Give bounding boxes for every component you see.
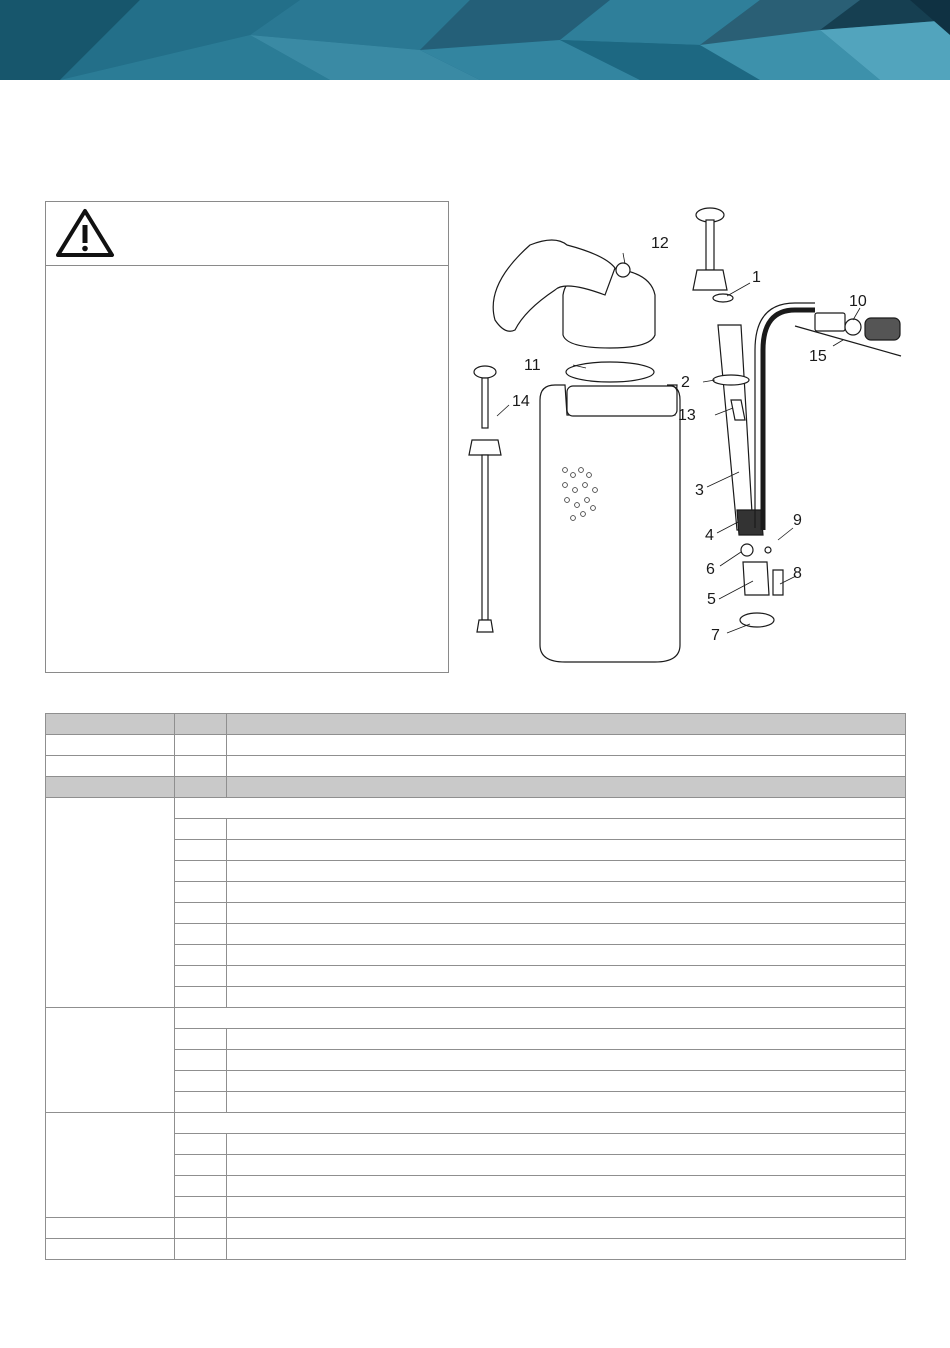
table-cell bbox=[227, 987, 906, 1008]
table-row bbox=[46, 1113, 906, 1134]
fitting-8 bbox=[773, 570, 783, 595]
table-row bbox=[46, 1239, 906, 1260]
plunger-nut-14 bbox=[469, 440, 501, 455]
callout-3: 3 bbox=[695, 482, 704, 499]
table-row bbox=[46, 1050, 906, 1071]
table-cell bbox=[227, 756, 906, 777]
table-cell bbox=[227, 735, 906, 756]
table-cell bbox=[175, 1071, 227, 1092]
table-row bbox=[46, 819, 906, 840]
table-cell bbox=[175, 798, 906, 819]
parts-table bbox=[45, 713, 906, 1260]
table-cell bbox=[175, 1134, 227, 1155]
table-cell bbox=[175, 1239, 227, 1260]
exploded-parts-diagram bbox=[455, 200, 915, 670]
washer-10 bbox=[845, 319, 861, 335]
table-cell bbox=[227, 1029, 906, 1050]
callout-6: 6 bbox=[706, 561, 715, 578]
table-cell bbox=[46, 1239, 175, 1260]
table-cell bbox=[175, 840, 227, 861]
table-cell bbox=[227, 1218, 906, 1239]
dip-tube-14 bbox=[482, 455, 488, 620]
hose bbox=[763, 310, 815, 530]
callout-1: 1 bbox=[752, 269, 761, 286]
table-cell bbox=[227, 945, 906, 966]
table-row bbox=[46, 945, 906, 966]
table-cell bbox=[175, 1197, 227, 1218]
table-cell bbox=[175, 882, 227, 903]
table-row bbox=[46, 1092, 906, 1113]
table-row bbox=[46, 987, 906, 1008]
warning-box bbox=[45, 201, 449, 673]
table-cell bbox=[46, 714, 175, 735]
o-ring bbox=[566, 362, 654, 382]
table-cell bbox=[175, 756, 227, 777]
base-nut-7 bbox=[740, 613, 774, 627]
callout-13: 13 bbox=[678, 407, 696, 424]
table-cell bbox=[175, 924, 227, 945]
bottle-body bbox=[540, 385, 680, 662]
table-row bbox=[46, 861, 906, 882]
callout-5: 5 bbox=[707, 591, 716, 608]
table-cell bbox=[175, 1113, 906, 1134]
table-cell bbox=[227, 1050, 906, 1071]
table-row bbox=[46, 903, 906, 924]
table-cell bbox=[175, 819, 227, 840]
nozzle-head bbox=[865, 318, 900, 340]
callout-8: 8 bbox=[793, 565, 802, 582]
plunger-knob-14 bbox=[474, 366, 496, 378]
table-cell bbox=[227, 882, 906, 903]
table-cell bbox=[175, 1176, 227, 1197]
table-cell bbox=[46, 756, 175, 777]
table-row bbox=[46, 1008, 906, 1029]
table-row bbox=[46, 1218, 906, 1239]
washer-1 bbox=[713, 294, 733, 302]
table-row bbox=[46, 882, 906, 903]
table-row bbox=[46, 1197, 906, 1218]
table-row bbox=[46, 756, 906, 777]
table-cell bbox=[46, 777, 175, 798]
table-row bbox=[46, 840, 906, 861]
header-banner bbox=[0, 0, 950, 80]
table-cell bbox=[175, 714, 227, 735]
cap-valve bbox=[616, 263, 630, 277]
table-cell bbox=[175, 1050, 227, 1071]
table-cell bbox=[227, 903, 906, 924]
o-ring-9 bbox=[765, 547, 771, 553]
nozzle-coupling bbox=[815, 313, 845, 331]
table-row bbox=[46, 1155, 906, 1176]
warning-header bbox=[46, 202, 448, 266]
banner-pattern bbox=[0, 0, 950, 80]
table-cell bbox=[175, 903, 227, 924]
table-cell bbox=[227, 777, 906, 798]
plunger-rod bbox=[706, 220, 714, 270]
table-row bbox=[46, 1029, 906, 1050]
pump-cylinder bbox=[718, 325, 753, 530]
table-cell bbox=[175, 1029, 227, 1050]
table-row bbox=[46, 966, 906, 987]
callout-4: 4 bbox=[705, 527, 714, 544]
callout-2: 2 bbox=[681, 374, 690, 391]
callout-11: 11 bbox=[524, 357, 541, 374]
table-cell bbox=[46, 1008, 175, 1113]
table-row bbox=[46, 735, 906, 756]
table-row bbox=[46, 798, 906, 819]
table-cell bbox=[175, 777, 227, 798]
table-cell bbox=[227, 1092, 906, 1113]
callout-12: 12 bbox=[651, 235, 669, 252]
table-cell bbox=[46, 1218, 175, 1239]
table-cell bbox=[175, 1008, 906, 1029]
table-cell bbox=[175, 735, 227, 756]
table-cell bbox=[46, 1113, 175, 1218]
valve-body-5 bbox=[743, 562, 769, 595]
table-cell bbox=[227, 714, 906, 735]
table-row bbox=[46, 1176, 906, 1197]
table-row bbox=[46, 1071, 906, 1092]
table-cell bbox=[227, 924, 906, 945]
tube-tip-14 bbox=[477, 620, 493, 632]
callout-9: 9 bbox=[793, 512, 802, 529]
table-header-row bbox=[46, 777, 906, 798]
table-cell bbox=[175, 1218, 227, 1239]
callout-10: 10 bbox=[849, 293, 867, 310]
warning-triangle-icon bbox=[54, 207, 116, 259]
callout-14: 14 bbox=[512, 393, 530, 410]
table-cell bbox=[227, 861, 906, 882]
table-cell bbox=[227, 966, 906, 987]
table-cell bbox=[175, 1092, 227, 1113]
table-cell bbox=[227, 1155, 906, 1176]
table-cell bbox=[227, 1239, 906, 1260]
table-header-row bbox=[46, 714, 906, 735]
ball-6 bbox=[741, 544, 753, 556]
table-cell bbox=[175, 945, 227, 966]
table-cell bbox=[227, 1197, 906, 1218]
callout-7: 7 bbox=[711, 627, 720, 644]
collar-2 bbox=[713, 375, 749, 385]
plunger-rod-14 bbox=[482, 378, 488, 428]
table-cell bbox=[227, 819, 906, 840]
table-cell bbox=[175, 966, 227, 987]
table-cell bbox=[46, 798, 175, 1008]
table-row bbox=[46, 1134, 906, 1155]
table-cell bbox=[175, 987, 227, 1008]
plunger-nut bbox=[693, 270, 727, 290]
table-cell bbox=[227, 1176, 906, 1197]
table-cell bbox=[175, 861, 227, 882]
table-row bbox=[46, 924, 906, 945]
table-cell bbox=[175, 1155, 227, 1176]
valve-housing-4 bbox=[737, 510, 763, 535]
table-cell bbox=[227, 1134, 906, 1155]
bottle-neck bbox=[567, 386, 677, 416]
table-cell bbox=[227, 840, 906, 861]
callout-15: 15 bbox=[809, 348, 827, 365]
table-cell bbox=[46, 735, 175, 756]
table-cell bbox=[227, 1071, 906, 1092]
